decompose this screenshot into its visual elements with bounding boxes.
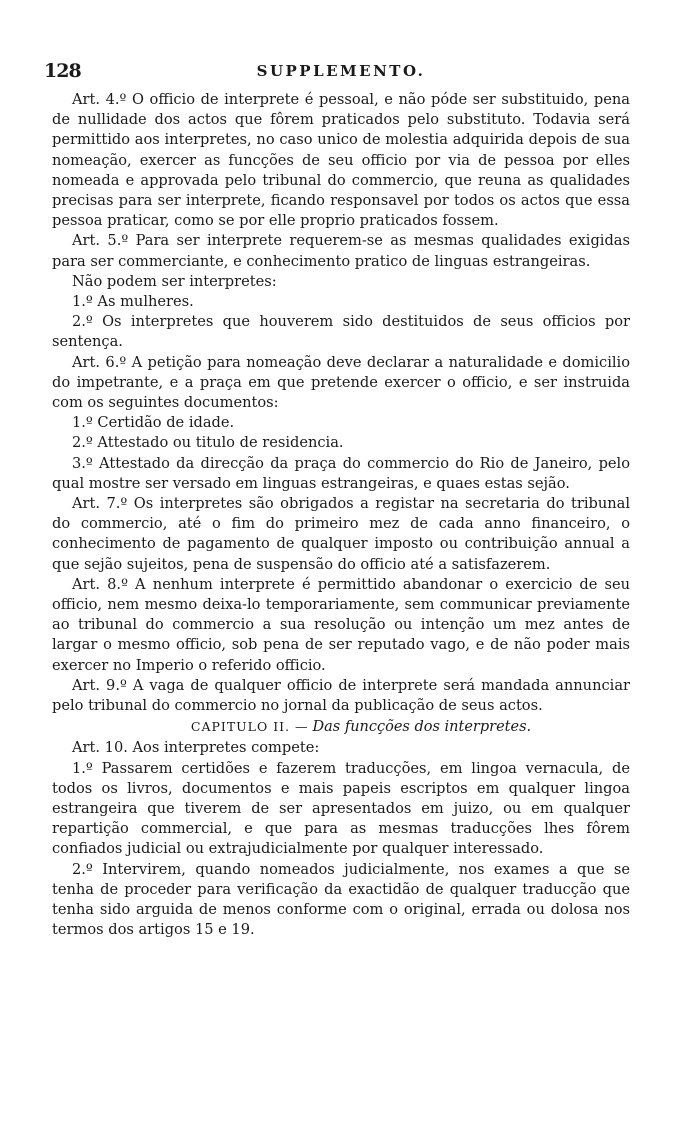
paragraph-art-7: Art. 7.º Os interpretes são obrigados a registar na secretaria do tribunal do commercio, até o fim do primeiro mez de cada anno financeiro, o conhecimento de pagamento de qualquer imposto ou contribuição annual a que sejão sujeitos, pena de suspensão do officio até a satisfazerem. [52, 495, 630, 573]
chapter-title: Das funcções dos interpretes. [312, 719, 532, 736]
page-header [44, 60, 630, 84]
paragraph-art-5: Art. 5.º Para ser interprete requerem-se as mesmas qualidades exigidas para ser commerciante, e conhecimento pratico de linguas estrangeiras. [52, 232, 630, 270]
paragraph-art-9: Art. 9.º A vaga de qualquer officio de interprete será mandada annunciar pelo tribunal do commercio no jornal da publicação de seus actos. [52, 676, 630, 715]
paragraph-art-10: Art. 10. Aos interpretes compete: [72, 739, 320, 757]
paragraph-art-6: Art. 6.º A petição para nomeação deve declarar a naturalidade e domicilio do impetrante, e a praça em que pretende exercer o officio, e ser instruida com os seguintes documentos: [52, 353, 630, 412]
chapter-heading [52, 717, 630, 737]
paragraph-nao-podem: Não podem ser interpretes: [72, 272, 277, 290]
list-item: 2.º Os interpretes que houverem sido destituidos de seus officios por sentença. [52, 313, 630, 351]
paragraph-art-8: Art. 8.º A nenhum interprete é permittido abandonar o exercicio de seu officio, nem mesmo deixa-lo temporariamente, sem communicar previamente ao tribunal do commercio a sua resolução ou intenção um mez antes de largar o mesmo officio, sob pena de ser reputado vago, e de não poder mais exercer no Imperio o referido officio. [52, 575, 630, 674]
chapter-label: CAPITULO II. — [190, 719, 309, 735]
list-item: 1.º Passarem certidões e fazerem traducções, em lingoa vernacula, de todos os livros, documentos e mais papeis escriptos em qualquer lingoa estrangeira que tiverem de ser apresentados em juizo, ou em qualquer repartição commercial, e que para as mesmas traducções lhes fôrem confiados judicial ou extrajudicialmente por qualquer interessado. [52, 759, 630, 858]
document-page [44, 60, 630, 940]
body-text [52, 90, 630, 940]
list-item: 2.º Attestado ou titulo de residencia. [72, 434, 344, 452]
list-item: 3.º Attestado da direcção da praça do commercio do Rio de Janeiro, pelo qual mostre ser versado em linguas estrangeiras, e quaes estas sejão. [52, 454, 630, 492]
list-item: 1.º Certidão de idade. [72, 414, 235, 432]
list-item: 1.º As mulheres. [72, 293, 194, 311]
list-item: 2.º Intervirem, quando nomeados judicialmente, nos exames a que se tenha de proceder para verificação da exactidão de qualquer traducção que tenha sido arguida de menos conforme com o original, errada ou dolosa nos termos dos artigos 15 e 19. [52, 860, 630, 939]
paragraph-art-4: Art. 4.º O officio de interprete é pessoal, e não póde ser substituido, pena de nullidade dos actos que fôrem praticados pelo substituto. Todavia será permittido aos interpretes, no caso unico de molestia adquirida depois de sua nomeação, exercer as funcções de seu officio por via de pessoa por elles nomeada e approvada pelo tribunal do commercio, que reuna as qualidades precisas para ser interprete, ficando responsavel por todos os actos que essa pessoa praticar, como se por elle proprio praticados fossem. [52, 91, 630, 230]
page-number: 128 [44, 60, 81, 82]
running-head: SUPPLEMENTO. [256, 62, 426, 80]
